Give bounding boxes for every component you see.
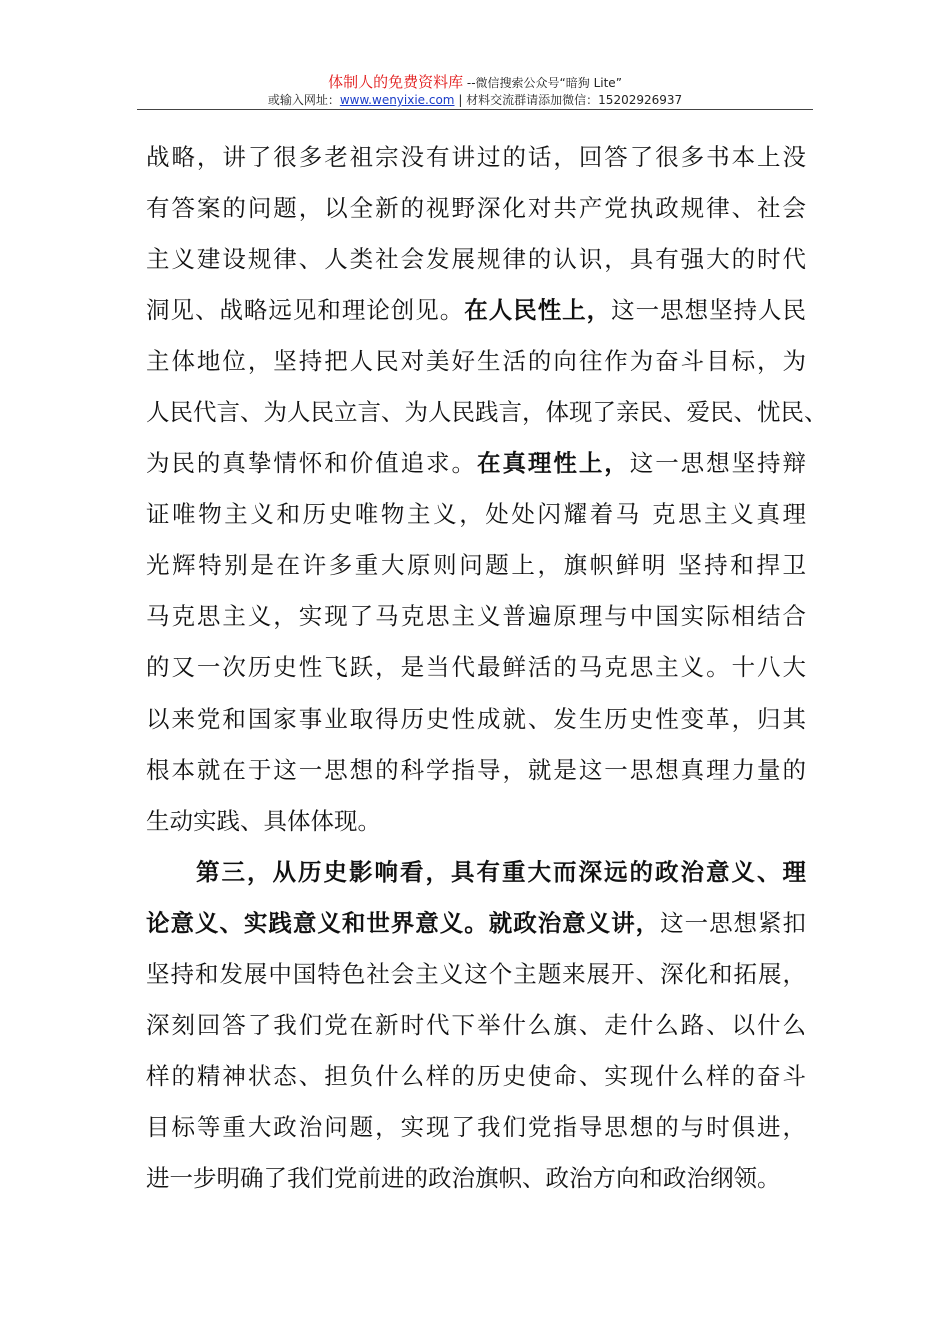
text-segment: 这一思想紧扣 (660, 908, 807, 937)
bold-text: 论意义、实践意义和世界意义。就政治意义讲， (146, 908, 661, 937)
text-line (146, 1000, 806, 1051)
text-line (146, 898, 806, 949)
text-line (146, 694, 806, 745)
text-segment: 深刻回答了我们党在新时代下举什么旗、走什么路、以什么 (146, 1010, 806, 1039)
text-segment: 人民代言、为人民立言、为人民践言，体现了亲民、爱民、忧民、 (146, 398, 828, 427)
text-line (146, 387, 828, 438)
text-line (146, 949, 806, 1000)
text-line (146, 642, 806, 693)
text-segment: 根本就在于这一思想的科学指导，就是这一思想真理力量的 (146, 755, 806, 784)
text-segment: 有答案的问题，以全新的视野深化对共产党执政规律、社会 (146, 194, 806, 223)
text-line (146, 1051, 806, 1102)
text-line (146, 489, 806, 540)
text-line (146, 438, 806, 489)
text-line (146, 796, 806, 847)
text-line (146, 1153, 806, 1204)
text-line (146, 234, 806, 285)
text-segment: 这一思想坚持人民 (611, 296, 807, 325)
text-segment: 光辉特别是在许多重大原则问题上，旗帜鲜明 坚持和捍卫 (146, 551, 806, 580)
text-line (146, 847, 806, 898)
text-segment: 样的精神状态、担负什么样的历史使命、实现什么样的奋斗 (146, 1061, 806, 1090)
text-line (146, 285, 806, 336)
text-segment: 洞见、战略远见和理论创见。 (146, 296, 465, 325)
document-body (146, 132, 828, 1204)
text-segment: 生动实践、具体体现。 (146, 806, 381, 835)
header-divider (137, 109, 813, 110)
watermark-header (0, 71, 950, 92)
bold-text: 第三，从历史影响看，具有重大而深远的政治意义、理 (196, 857, 806, 886)
text-segment: 这一思想坚持辩 (629, 449, 807, 478)
url-prefix: 或输入网址： (267, 93, 340, 107)
text-segment: 以来党和国家事业取得历史性成就、发生历史性变革，归其 (146, 704, 806, 733)
text-line (146, 183, 806, 234)
text-segment: 坚持和发展中国特色社会主义这个主题来展开、深化和拓展， (146, 959, 806, 988)
text-line (146, 591, 806, 642)
text-segment: 的又一次历史性飞跃，是当代最鲜活的马克思主义。十八大 (146, 653, 806, 682)
text-segment: 主义建设规律、人类社会发展规律的认识，具有强大的时代 (146, 245, 806, 274)
text-segment: 马克思主义，实现了马克思主义普遍原理与中国实际相结合 (146, 602, 806, 631)
text-line (146, 540, 806, 591)
text-segment: 目标等重大政治问题，实现了我们党指导思想的与时俱进， (146, 1112, 806, 1141)
watermark-subheader (0, 91, 950, 108)
text-segment: 为民的真挚情怀和价值追求。 (146, 449, 477, 478)
text-segment: 战略，讲了很多老祖宗没有讲过的话，回答了很多书本上没 (146, 143, 806, 171)
text-line (146, 336, 806, 387)
text-line (146, 1102, 806, 1153)
text-segment: 主体地位，坚持把人民对美好生活的向往作为奋斗目标，为 (146, 347, 806, 376)
header-tagline: --微信搜索公众号“暗狗 Lite” (463, 76, 622, 90)
bold-text: 在真理性上， (476, 449, 630, 478)
website-link[interactable]: www.wenyixie.com (339, 93, 455, 107)
text-line (146, 132, 806, 183)
contact-text: | 材料交流群请添加微信：15202926937 (454, 93, 683, 107)
text-segment: 进一步明确了我们党前进的政治旗帜、政治方向和政治纲领。 (146, 1163, 781, 1192)
text-segment: 证唯物主义和历史唯物主义，处处闪耀着马 克思主义真理 (146, 500, 806, 529)
text-line (146, 745, 806, 796)
brand-title: 体制人的免费资料库 (328, 73, 464, 91)
bold-text: 在人民性上， (464, 296, 612, 325)
